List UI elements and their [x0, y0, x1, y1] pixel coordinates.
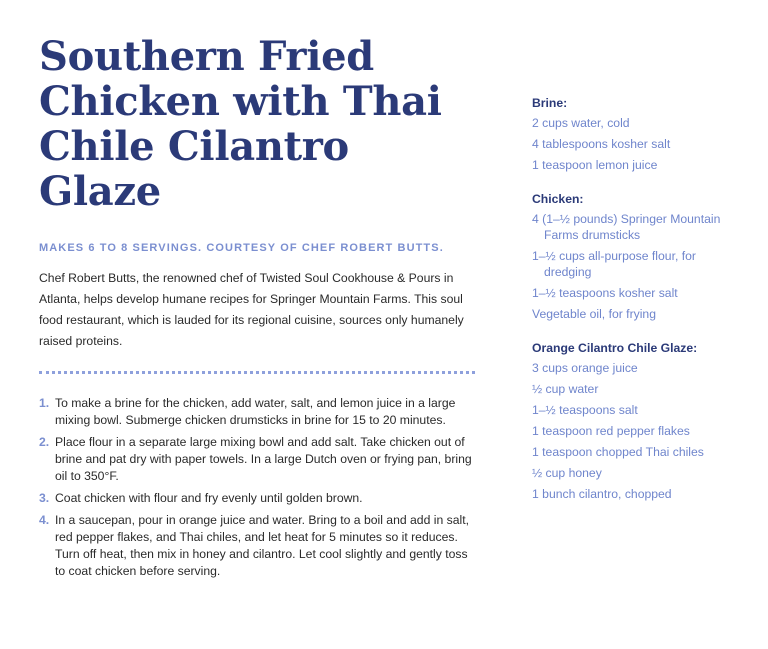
ingredient-item: 3 cups orange juice [532, 361, 638, 375]
ingredient-item: 1–½ teaspoons salt [532, 403, 638, 417]
instruction-step [39, 512, 475, 580]
ingredient-item: 1–½ teaspoons kosher salt [532, 286, 678, 300]
ingredient-item: 1 bunch cilantro, chopped [532, 487, 672, 501]
step-number: 2. [39, 435, 50, 449]
step-number: 3. [39, 491, 50, 505]
ingredient-item: 4 (1–½ pounds) Springer Mountain Farms drumsticks [532, 212, 721, 242]
step-text: In a saucepan, pour in orange juice and water. Bring to a boil and add in salt, red pepper flakes, and Thai chiles, and let heat for 5 minutes so it reduces. Turn off heat, then mix in honey and cilantro. Let cool slightly and gently toss to coat chicken before serving. [55, 513, 469, 578]
ingredient-item: 4 tablespoons kosher salt [532, 137, 671, 151]
ingredient-item: ½ cup honey [532, 466, 602, 480]
instruction-steps [39, 395, 475, 580]
step-text: Place flour in a separate large mixing bowl and add salt. Take chicken out of brine and pat dry with paper towels. In a large Dutch oven or frying pan, bring oil to 350°F. [55, 435, 472, 483]
ingredient-item: 1 teaspoon red pepper flakes [532, 424, 690, 438]
ingredient-item: 1 teaspoon lemon juice [532, 158, 658, 172]
ingredient-item: 1–½ cups all-purpose flour, for dredging [532, 249, 696, 279]
instruction-step [39, 490, 475, 507]
section-heading: Orange Cilantro Chile Glaze: [532, 341, 698, 355]
ingredients-column [532, 94, 732, 519]
step-number: 4. [39, 513, 50, 527]
recipe-intro: Chef Robert Butts, the renowned chef of Twisted Soul Cookhouse & Pours in Atlanta, helps develop humane recipes for Springer Mountain Farms. This soul food restaurant, which is lauded for its regional cuisine, sources only humanely raised proteins. [39, 271, 464, 348]
ingredient-item: ½ cup water [532, 382, 599, 396]
recipe-main-column [39, 34, 475, 585]
instruction-step [39, 434, 475, 485]
ingredient-item: 1 teaspoon chopped Thai chiles [532, 445, 704, 459]
recipe-title: Southern Fried Chicken with Thai Chile Cilantro Glaze [39, 33, 442, 215]
ingredients-section-glaze [532, 339, 732, 502]
ingredients-section-brine [532, 94, 732, 173]
recipe-servings-credit: MAKES 6 TO 8 SERVINGS. COURTESY OF CHEF ROBERT BUTTS. [39, 242, 444, 254]
ingredients-section-chicken [532, 190, 732, 322]
step-text: Coat chicken with flour and fry evenly until golden brown. [55, 491, 363, 505]
step-number: 1. [39, 396, 50, 410]
dotted-divider [39, 371, 475, 374]
step-text: To make a brine for the chicken, add water, salt, and lemon juice in a large mixing bowl. Submerge chicken drumsticks in brine for 15 to 20 minutes. [55, 396, 456, 427]
section-heading: Chicken: [532, 192, 584, 206]
ingredient-item: Vegetable oil, for frying [532, 307, 656, 321]
ingredient-item: 2 cups water, cold [532, 116, 630, 130]
section-heading: Brine: [532, 96, 568, 110]
instruction-step [39, 395, 475, 429]
